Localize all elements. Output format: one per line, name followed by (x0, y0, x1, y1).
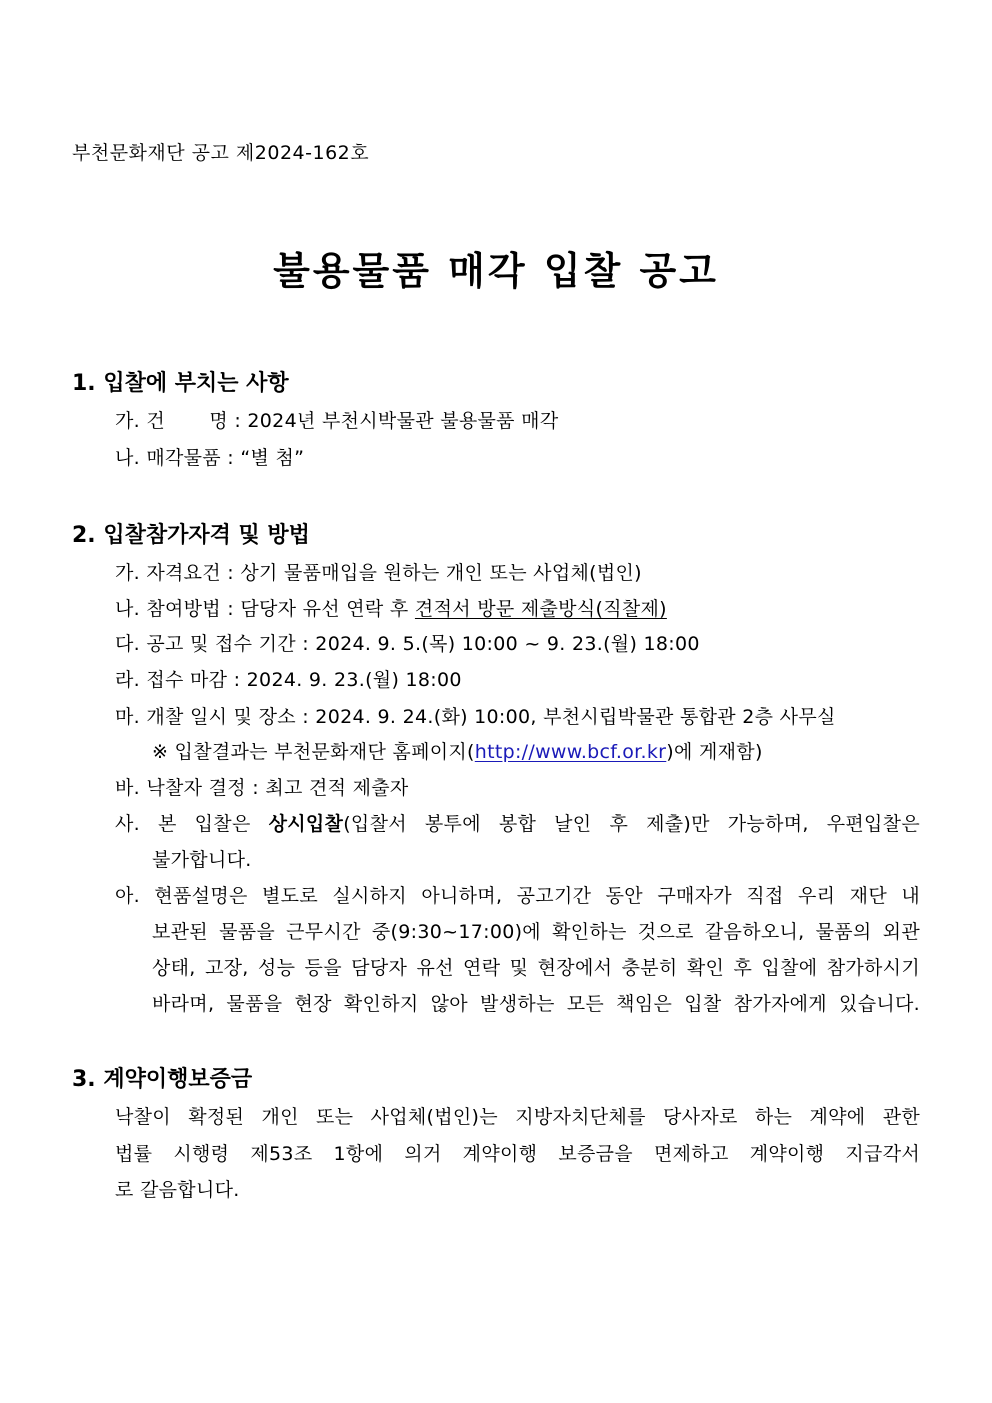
section-2-heading: 2. 입찰참가자격 및 방법 (72, 523, 310, 548)
item-ga-value: 2024년 부천시박물관 불용물품 매각 (247, 410, 559, 432)
deposit-line-1: 낙찰이 확정된 개인 또는 사업체(법인)는 지방자치단체를 당사자로 하는 계약에 관한 (115, 1106, 920, 1128)
item-bidding-type (115, 809, 920, 836)
item-winner: 바. 낙찰자 결정 : 최고 견적 제출자 (115, 777, 409, 799)
item-inspection-line-2: 보관된 물품을 근무시간 중(9:30~17:00)에 확인하는 것으로 갈음하오니, 물품의 외관 (152, 921, 920, 943)
result-note-prefix: ※ 입찰결과는 부천문화재단 홈페이지( (152, 741, 475, 763)
item-inspection-line-3: 상태, 고장, 성능 등을 담당자 유선 연락 및 현장에서 충분히 확인 후 입찰에 참가하시기 (152, 957, 920, 979)
item-ga-subject (115, 406, 558, 433)
notice-number: 부천문화재단 공고 제2024-162호 (72, 142, 370, 164)
item-bidding-prefix: 사. 본 입찰은 (115, 813, 269, 835)
item-na-value: “별 첨” (240, 447, 305, 469)
result-note-suffix: )에 게재함) (666, 741, 763, 763)
item-inspection-line-4: 바라며, 물품을 현장 확인하지 않아 발생하는 모든 책임은 입찰 참가자에게 있습니다. (152, 993, 920, 1015)
section-1-heading: 1. 입찰에 부치는 사항 (72, 371, 289, 396)
homepage-link[interactable]: http://www.bcf.or.kr (474, 741, 667, 763)
item-method-underlined: 견적서 방문 제출방식(직찰제) (414, 598, 667, 620)
deposit-line-2: 법률 시행령 제53조 1항에 의거 계약이행 보증금을 면제하고 계약이행 지급각서 (115, 1143, 920, 1165)
item-opening: 마. 개찰 일시 및 장소 : 2024. 9. 24.(화) 10:00, 부천시립박물관 통합관 2층 사무실 (115, 706, 836, 728)
item-inspection-line-1: 아. 현품설명은 별도로 실시하지 아니하며, 공고기간 동안 구매자가 직접 우리 재단 내 (115, 885, 920, 907)
item-bidding-bold: 상시입찰 (268, 813, 344, 835)
section-3-heading: 3. 계약이행보증금 (72, 1067, 253, 1092)
item-qualification: 가. 자격요건 : 상기 물품매입을 원하는 개인 또는 사업체(법인) (115, 562, 642, 584)
result-note (152, 737, 763, 764)
item-na-label: 나. 매각물품 : (115, 447, 241, 469)
item-bidding-cont: 불가합니다. (152, 849, 252, 871)
item-deadline: 라. 접수 마감 : 2024. 9. 23.(월) 18:00 (115, 669, 462, 691)
deposit-line-3: 로 갈음합니다. (115, 1179, 240, 1201)
page-title: 불용물품 매각 입찰 공고 (273, 249, 719, 293)
item-ga-label: 가. 건 명 : (115, 410, 248, 432)
item-period: 다. 공고 및 접수 기간 : 2024. 9. 5.(목) 10:00 ~ 9. 23.(월) 18:00 (115, 633, 700, 655)
item-na-goods (115, 443, 304, 470)
item-bidding-rest: (입찰서 봉투에 봉합 날인 후 제출)만 가능하며, 우편입찰은 (343, 813, 920, 835)
item-method-prefix: 나. 참여방법 : 담당자 유선 연락 후 (115, 598, 415, 620)
item-method (115, 594, 667, 621)
